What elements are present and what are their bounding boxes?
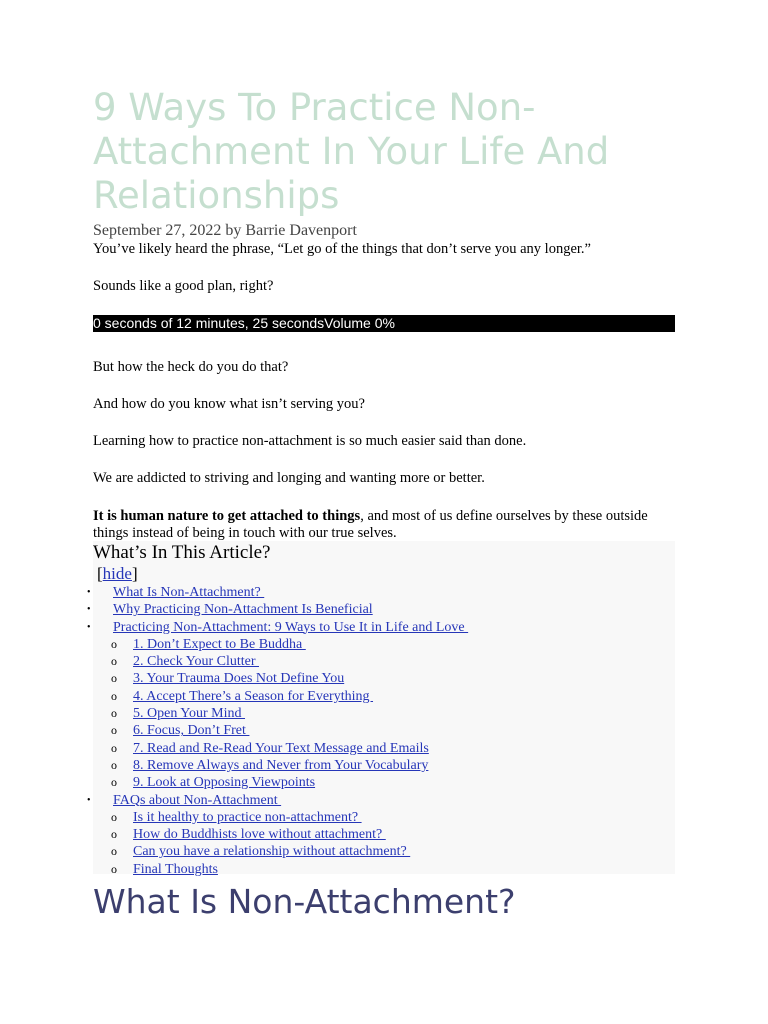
toc-item <box>93 843 675 860</box>
toc-link[interactable]: Final Thoughts <box>133 861 218 877</box>
toc-link[interactable]: Is it healthy to practice non-attachment? <box>133 809 362 825</box>
paragraph-intro: You’ve likely heard the phrase, “Let go of the things that don’t serve you any longer.” <box>93 241 591 257</box>
toc-title: What’s In This Article? <box>93 542 271 563</box>
toc-hide-link[interactable]: hide <box>102 564 132 583</box>
toc-link[interactable]: 2. Check Your Clutter <box>133 654 259 670</box>
toc-bullet: o <box>111 844 117 859</box>
toc-hide-control: [hide] <box>97 564 138 583</box>
bold-lead: It is human nature to get attached to things <box>93 508 361 524</box>
toc-link[interactable]: 6. Focus, Don’t Fret <box>133 723 250 739</box>
toc-item <box>87 601 675 618</box>
toc-item <box>93 861 675 878</box>
toc-link[interactable]: FAQs about Non-Attachment <box>113 792 282 808</box>
toc-bullet: o <box>111 706 117 721</box>
paragraph-human-nature <box>93 508 653 542</box>
toc-bullet: o <box>111 636 117 651</box>
toc-item <box>93 705 675 722</box>
section-heading: What Is Non-Attachment? <box>93 882 516 921</box>
toc-link[interactable]: What Is Non-Attachment? <box>113 585 265 600</box>
toc-link[interactable]: 5. Open Your Mind <box>133 706 246 722</box>
toc-item <box>93 636 675 653</box>
toc-bullet: o <box>111 757 117 772</box>
toc-item <box>93 774 675 791</box>
toc-item <box>93 653 675 670</box>
toc-bullet: o <box>111 688 117 703</box>
paragraph-rest: , and most of us define ourselves by these outside things instead of being in touch with our true selves. <box>93 508 648 541</box>
toc-item <box>93 826 675 843</box>
post-date: September 27, 2022 <box>93 222 222 239</box>
table-of-contents <box>87 541 675 877</box>
toc-bullet: o <box>111 654 117 669</box>
toc-link[interactable]: Can you have a relationship without attachment? <box>133 844 411 860</box>
toc-bullet: • <box>87 621 91 633</box>
paragraph-serving: And how do you know what isn’t serving you? <box>93 396 365 412</box>
toc-link[interactable]: 3. Your Trauma Does Not Define You <box>133 671 345 687</box>
toc-link[interactable]: 4. Accept There’s a Season for Everything <box>133 688 374 704</box>
paragraph-addicted: We are addicted to striving and longing and wanting more or better. <box>93 470 485 486</box>
toc-bullet: • <box>87 794 91 806</box>
paragraph-question: Sounds like a good plan, right? <box>93 278 274 294</box>
author-name: Barrie Davenport <box>245 222 357 239</box>
toc-link[interactable]: 7. Read and Re-Read Your Text Message and Emails <box>133 740 429 756</box>
toc-list <box>87 584 675 878</box>
toc-item <box>87 619 675 636</box>
byline-by: by <box>225 222 242 239</box>
video-player-status-bar[interactable] <box>93 315 675 332</box>
toc-bullet: o <box>111 827 117 842</box>
toc-bullet: o <box>111 861 117 876</box>
video-status-text: 0 seconds of 12 minutes, 25 secondsVolume 0% <box>93 315 395 331</box>
toc-item <box>87 584 675 601</box>
toc-item <box>93 757 675 774</box>
paragraph-learning: Learning how to practice non-attachment is so much easier said than done. <box>93 433 527 449</box>
toc-item <box>87 792 675 809</box>
toc-item <box>93 722 675 739</box>
toc-bullet: o <box>111 671 117 686</box>
toc-link[interactable]: 9. Look at Opposing Viewpoints <box>133 775 316 791</box>
toc-bullet: o <box>111 809 117 824</box>
toc-bullet: • <box>87 587 91 598</box>
byline <box>93 222 357 240</box>
toc-item <box>93 740 675 757</box>
toc-link[interactable]: Why Practicing Non-Attachment Is Beneficial <box>113 602 373 618</box>
toc-link[interactable]: Practicing Non-Attachment: 9 Ways to Use It in Life and Love <box>113 619 469 635</box>
toc-bullet: • <box>87 604 91 616</box>
toc-item <box>93 670 675 687</box>
toc-link[interactable]: How do Buddhists love without attachment? <box>133 827 386 843</box>
article-title: 9 Ways To Practice Non-Attachment In Your Life And Relationships <box>93 86 610 217</box>
toc-item <box>93 688 675 705</box>
toc-bullet: o <box>111 775 117 790</box>
toc-item <box>93 809 675 826</box>
toc-bullet: o <box>111 723 117 738</box>
toc-bullet: o <box>111 740 117 755</box>
paragraph-how: But how the heck do you do that? <box>93 359 289 375</box>
toc-link[interactable]: 1. Don’t Expect to Be Buddha <box>133 636 306 652</box>
toc-link[interactable]: 8. Remove Always and Never from Your Vocabulary <box>133 757 429 773</box>
